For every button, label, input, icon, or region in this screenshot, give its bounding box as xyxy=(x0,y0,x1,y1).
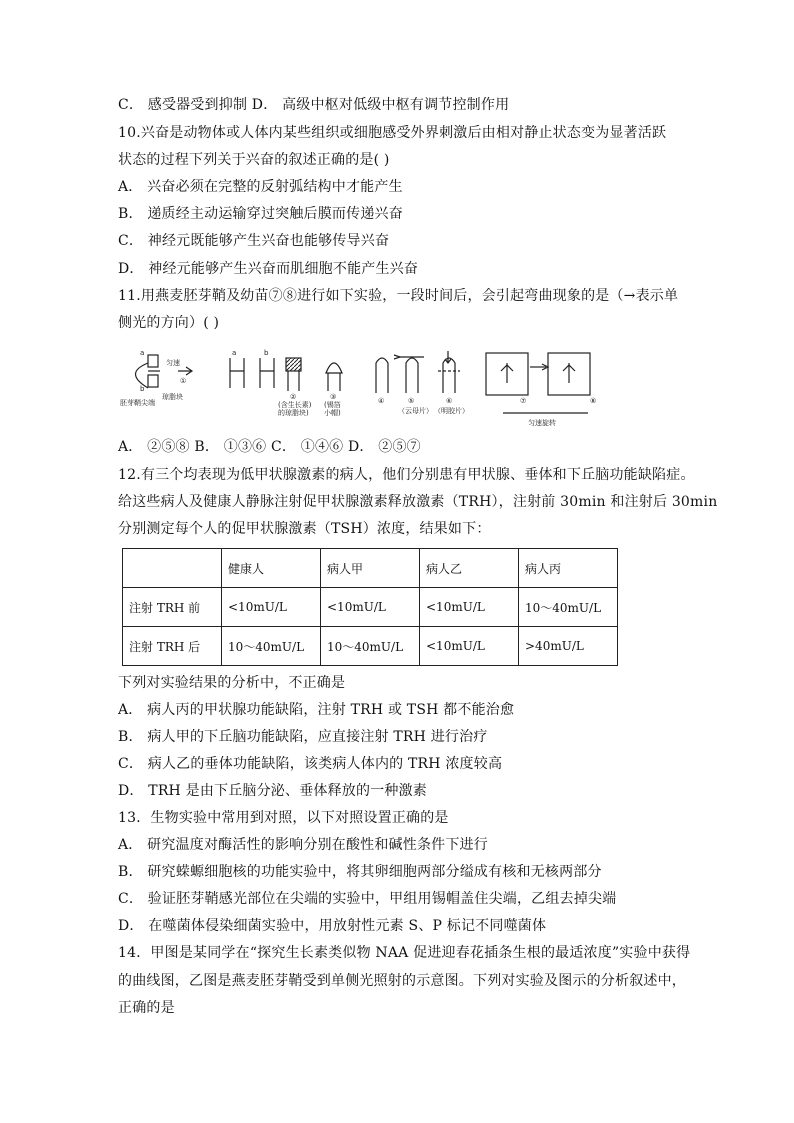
q13-option-c: C． 验证胚芽鞘感光部位在尖端的实验中，甲组用锡帽盖住尖端，乙组去掉尖端 xyxy=(118,891,617,907)
table-cell: >40mU/L xyxy=(519,627,618,666)
q12-option-c: C． 病人乙的垂体功能缺陷，该类病人体内的 TRH 浓度较高 xyxy=(118,756,503,772)
label-uniform-rotate: 匀速旋转 xyxy=(528,419,556,427)
table-cell: <10mU/L xyxy=(420,588,519,627)
q12-option-d: D． TRH 是由下丘脑分泌、垂体释放的一种激素 xyxy=(118,783,428,799)
q10-option-a: A． 兴奋必须在完整的反射弧结构中才能产生 xyxy=(118,179,403,195)
tsh-results-table xyxy=(122,548,618,666)
q10-option-b: B． 递质经主动运输穿过突触后膜而传递兴奋 xyxy=(118,206,403,222)
q13-option-b: B． 研究蝾螈细胞核的功能实验中，将其卵细胞两部分缢成有核和无核两部分 xyxy=(118,864,602,880)
table-cell: <10mU/L xyxy=(222,588,321,627)
table-cell: 10～40mU/L xyxy=(321,627,420,666)
table-cell: <10mU/L xyxy=(420,627,519,666)
table-header-row xyxy=(123,549,618,588)
label-n7: ⑦ xyxy=(520,397,527,405)
q14-stem-2: 的曲线图，乙图是燕麦胚芽鞘受到单侧光照射的示意图。下列对实验及图示的分析叙述中， xyxy=(118,973,686,989)
q11-stem-2: 侧光的方向）( ) xyxy=(118,315,220,331)
q12-option-a: A． 病人丙的甲状腺功能缺陷，注射 TRH 或 TSH 都不能治愈 xyxy=(118,702,515,718)
table-cell: 10～40mU/L xyxy=(222,627,321,666)
label-n6: ⑥ xyxy=(446,397,453,405)
label-agar: 琼脂块 xyxy=(162,393,183,401)
label-n2: ② xyxy=(290,393,297,401)
label-foil-2: 小帽) xyxy=(324,409,341,417)
table-row xyxy=(123,627,618,666)
label-b: b xyxy=(140,385,145,393)
q12-stem-2: 给这些病人及健康人静脉注射促甲状腺激素释放激素（TRH），注射前 30min 和注射后 30min xyxy=(118,494,718,510)
table-cell: 健康人 xyxy=(222,549,321,588)
q12-stem-1: 12.有三个均表现为低甲状腺激素的病人，他们分别患有甲状腺、垂体和下丘脑功能缺陷症。 xyxy=(118,467,695,483)
q10-stem-2: 状态的过程下列关于兴奋的叙述正确的是( ) xyxy=(118,152,390,168)
label-gelatin: （明胶片） xyxy=(434,407,469,415)
table-cell: 病人乙 xyxy=(420,549,519,588)
q12-analysis-prompt: 下列对实验结果的分析中，不正确是 xyxy=(118,675,346,691)
label-n4: ④ xyxy=(378,397,385,405)
label-tip: 胚芽鞘尖端 xyxy=(120,399,155,407)
label-n3: ③ xyxy=(330,393,337,401)
q10-stem-1: 10.兴奋是动物体或人体内某些组织或细胞感受外界刺激后由相对静止状态变为显著活跃 xyxy=(118,125,667,141)
table-cell: <10mU/L xyxy=(321,588,420,627)
table-cell: 病人丙 xyxy=(519,549,618,588)
label-mica: （云母片） xyxy=(398,407,433,415)
label-foil-1: (锡箔 xyxy=(324,401,341,409)
label-uniform: 匀速 xyxy=(166,359,180,367)
label-n1: ① xyxy=(180,377,187,385)
q10-option-c: C． 神经元既能够产生兴奋也能够传导兴奋 xyxy=(118,233,390,249)
label-a: a xyxy=(140,349,145,357)
label-n8: ⑧ xyxy=(590,397,597,405)
q12-stem-3: 分别测定每个人的促甲状腺激素（TSH）浓度，结果如下： xyxy=(118,521,491,537)
label-b2: b xyxy=(264,349,269,357)
table-row xyxy=(123,588,618,627)
table-cell: 注射 TRH 后 xyxy=(123,627,222,666)
q9-option-cd: C． 感受器受到抑制 D． 高级中枢对低级中枢有调节控制作用 xyxy=(118,97,510,113)
table-cell xyxy=(123,549,222,588)
q13-stem: 13．生物实验中常用到对照，以下对照设置正确的是 xyxy=(118,810,449,826)
label-a2: a xyxy=(232,349,237,357)
table-cell: 10～40mU/L xyxy=(519,588,618,627)
q11-stem-1: 11.用燕麦胚芽鞘及幼苗⑦⑧进行如下实验，一段时间后，会引起弯曲现象的是（→表示单 xyxy=(118,288,679,304)
q14-stem-1: 14．甲图是某同学在“探究生长素类似物 NAA 促进迎春花插条生根的最适浓度”实验中获得 xyxy=(118,945,691,961)
q13-option-a: A． 研究温度对酶活性的影响分别在酸性和碱性条件下进行 xyxy=(118,837,488,853)
label-auxin-2: 的琼脂块) xyxy=(278,409,309,417)
label-auxin-1: (含生长素) xyxy=(278,401,312,409)
coleoptile-experiment-figure xyxy=(118,343,618,433)
table-cell: 注射 TRH 前 xyxy=(123,588,222,627)
q12-option-b: B． 病人甲的下丘脑功能缺陷，应直接注射 TRH 进行治疗 xyxy=(118,729,488,745)
label-n5: ⑤ xyxy=(408,397,415,405)
q10-option-d: D． 神经元能够产生兴奋而肌细胞不能产生兴奋 xyxy=(118,261,419,277)
q11-options: A． ②⑤⑧ B． ①③⑥ C． ①④⑥ D． ②⑤⑦ xyxy=(118,439,421,455)
table-cell: 病人甲 xyxy=(321,549,420,588)
q13-option-d: D． 在噬菌体侵染细菌实验中，用放射性元素 S、P 标记不同噬菌体 xyxy=(118,918,547,934)
q14-stem-3: 正确的是 xyxy=(118,1000,175,1016)
